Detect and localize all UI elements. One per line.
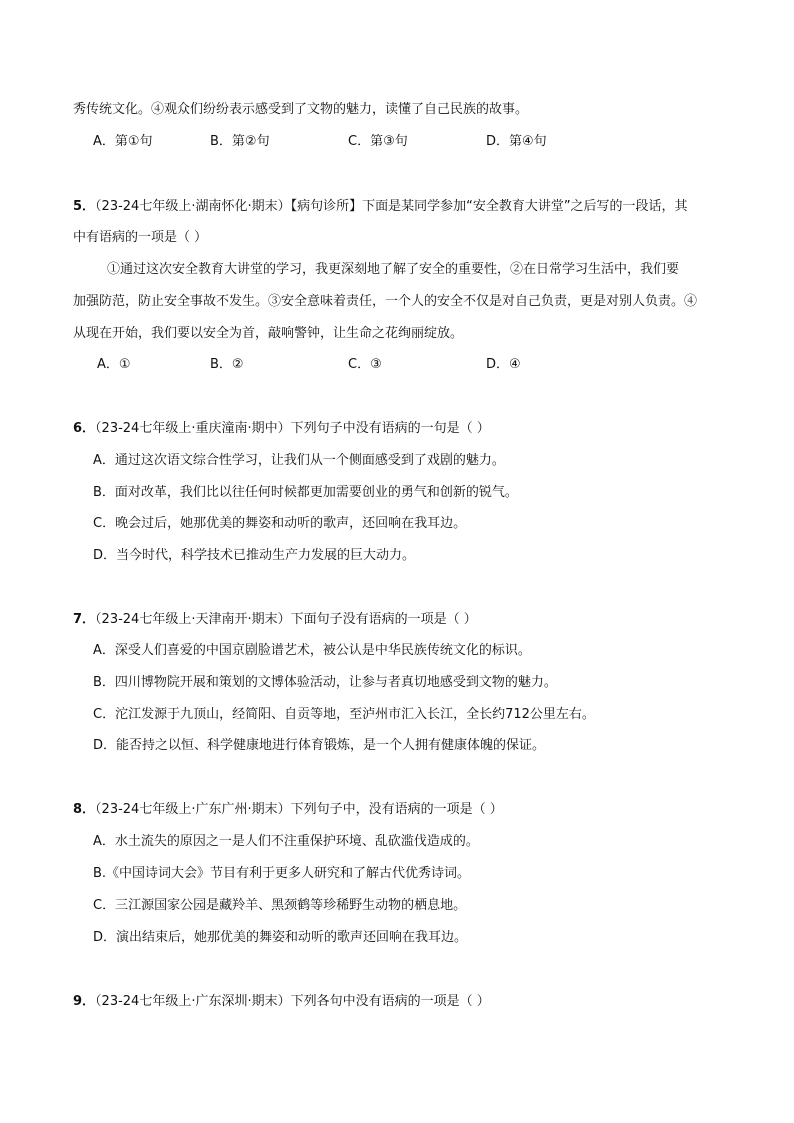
- q9-number: 9．: [73, 994, 96, 1009]
- q8-option-d: D．演出结束后，她那优美的舞姿和动听的歌声还回响在我耳边。: [93, 930, 468, 945]
- q6-option-d: D．当今时代，科学技术已推动生产力发展的巨大动力。: [93, 548, 416, 563]
- q6-option-b: B．面对改革，我们比以往任何时候都更加需要创业的勇气和创新的锐气。: [93, 485, 518, 500]
- q7-stem-text: （23-24七年级上·天津南开·期末）下面句子没有语病的一项是（ ）: [95, 612, 477, 627]
- q4-option-c: C．第③句: [348, 134, 408, 149]
- q6-stem-text: （23-24七年级上·重庆潼南·期中）下列句子中没有语病的一句是（ ）: [95, 421, 490, 436]
- q9-stem: [73, 993, 490, 1011]
- q4-tail-text: 秀传统文化。④观众们纷纷表示感受到了文物的魅力，读懂了自己民族的故事。: [73, 102, 529, 117]
- q7-number: 7．: [73, 612, 96, 627]
- q8-option-b: B.《中国诗词大会》节目有利于更多人研究和了解古代优秀诗词。: [93, 866, 471, 881]
- q6-stem: [73, 420, 490, 438]
- q5-passage-line3: 从现在开始，我们要以安全为首，敲响警钟，让生命之花绚丽绽放。: [73, 326, 464, 341]
- q5-option-b: B．②: [210, 357, 244, 372]
- q8-stem: [73, 801, 503, 819]
- q6-option-a: A．通过这次语文综合性学习，让我们从一个侧面感受到了戏剧的魅力。: [93, 453, 505, 468]
- q8-option-c: C．三江源国家公园是藏羚羊、黑颈鹤等珍稀野生动物的栖息地。: [93, 898, 467, 913]
- q4-option-b: B．第②句: [210, 134, 270, 149]
- q5-option-c: C．③: [348, 357, 382, 372]
- q5-stem-line2: 中有语病的一项是（ ）: [73, 230, 208, 245]
- q6-number: 6．: [73, 421, 96, 436]
- q9-stem-text: （23-24七年级上·广东深圳·期末）下列各句中没有语病的一项是（ ）: [95, 994, 490, 1009]
- q4-option-d: D．第④句: [486, 134, 547, 149]
- q5-passage-line1: ①通过这次安全教育大讲堂的学习，我更深刻地了解了安全的重要性，②在日常学习生活中，我们要: [107, 262, 680, 277]
- q5-passage-line2: 加强防范，防止安全事故不发生。③安全意味着责任，一个人的安全不仅是对自己负责，更是对别人负责。④: [73, 294, 698, 309]
- q8-number: 8．: [73, 802, 96, 817]
- q5-stem-line1: [73, 198, 688, 216]
- q7-option-c: C．沱江发源于九顶山，经简阳、自贡等地，至泸州市汇入长江，全长约712公里左右。: [93, 707, 595, 722]
- q7-option-b: B．四川博物院开展和策划的文博体验活动，让参与者真切地感受到文物的魅力。: [93, 675, 557, 690]
- q5-option-a: A．①: [97, 357, 131, 372]
- q7-option-a: A．深受人们喜爱的中国京剧脸谱艺术，被公认是中华民族传统文化的标识。: [93, 643, 531, 658]
- q8-stem-text: （23-24七年级上·广东广州·期末）下列句子中，没有语病的一项是（ ）: [95, 802, 503, 817]
- q7-stem: [73, 611, 477, 629]
- q8-option-a: A．水土流失的原因之一是人们不注重保护环境、乱砍滥伐造成的。: [93, 834, 479, 849]
- q7-option-d: D．能否持之以恒、科学健康地进行体育锻炼，是一个人拥有健康体魄的保证。: [93, 738, 546, 753]
- q5-stem-text: （23-24七年级上·湖南怀化·期末）【病句诊所】下面是某同学参加“安全教育大讲堂”之后写的一段话，其: [95, 199, 688, 214]
- q5-option-d: D．④: [486, 357, 521, 372]
- q5-number: 5．: [73, 199, 96, 214]
- q4-option-a: A．第①句: [93, 134, 153, 149]
- q6-option-c: C．晚会过后，她那优美的舞姿和动听的歌声，还回响在我耳边。: [93, 516, 467, 531]
